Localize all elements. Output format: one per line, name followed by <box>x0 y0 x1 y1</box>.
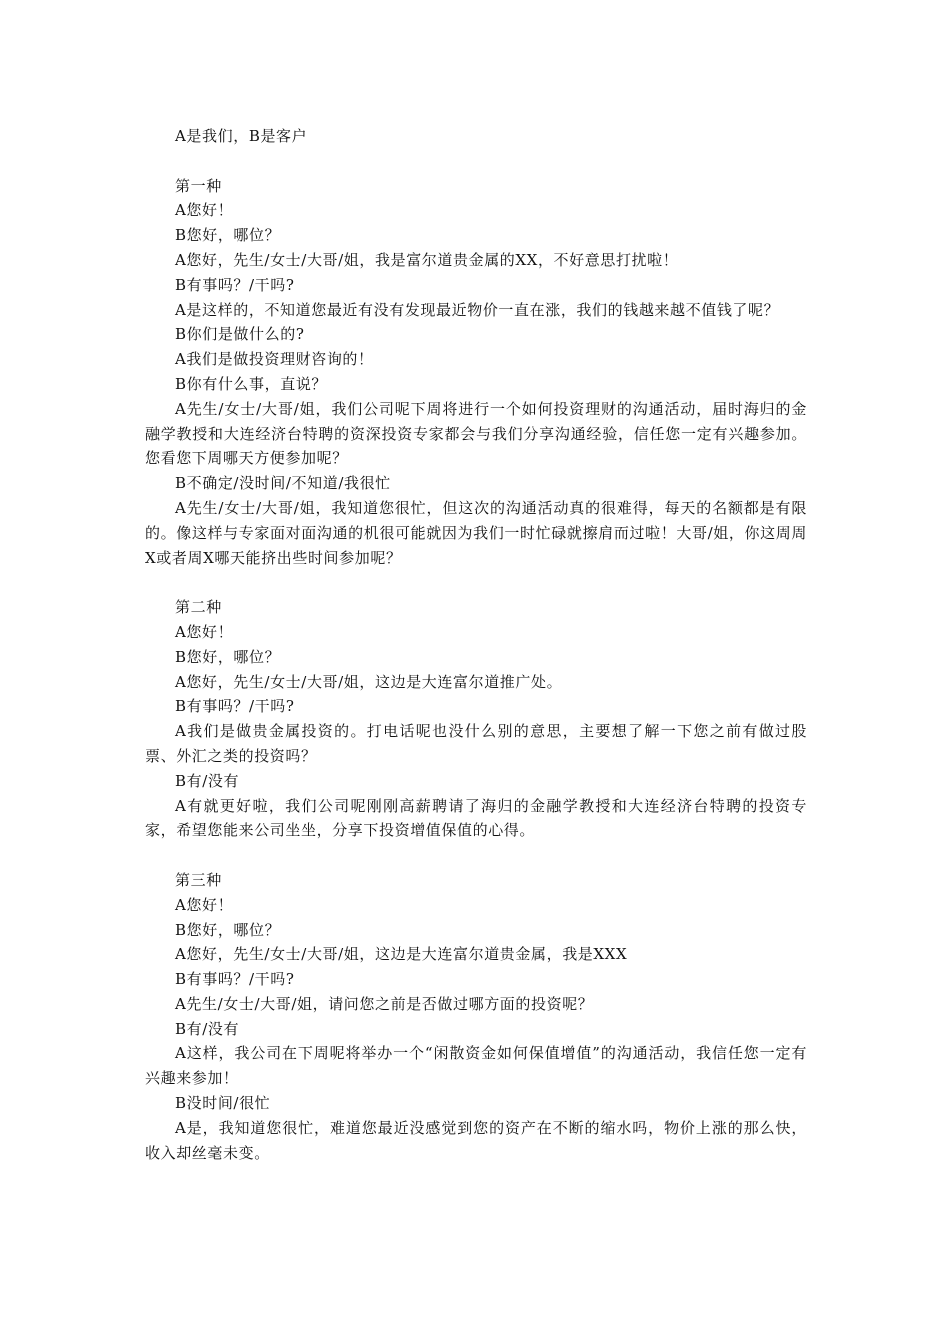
dialogue-line: A有就更好啦，我们公司呢刚刚高薪聘请了海归的金融学教授和大连经济台特聘的投资专家，希望您能来公司坐坐，分享下投资增值保值的心得。 <box>145 796 807 840</box>
section-title: 第三种 <box>175 870 222 889</box>
dialogue-line: B有事吗？/干吗? <box>175 970 295 989</box>
dialogue-line: B没时间/很忙 <box>175 1094 271 1113</box>
dialogue-line: A是，我知道您很忙，难道您最近没感觉到您的资产在不断的缩水吗，物价上涨的那么快，收入却丝毫未变。 <box>145 1118 807 1162</box>
section-2 <box>145 595 807 843</box>
dialogue-line: B你们是做什么的? <box>175 325 305 344</box>
document-page <box>145 124 807 1165</box>
dialogue-line: B您好，哪位？ <box>175 226 281 245</box>
dialogue-line: B你有什么事，直说？ <box>175 374 328 393</box>
dialogue-line: A先生/女士/大哥/姐，请问您之前是否做过哪方面的投资呢？ <box>175 994 594 1013</box>
dialogue-line: A是这样的，不知道您最近有没有发现最近物价一直在涨，我们的钱越来越不值钱了呢？ <box>175 300 780 319</box>
dialogue-line: B您好，哪位？ <box>175 920 281 939</box>
section-3 <box>145 868 807 1166</box>
dialogue-line: A您好，先生/女士/大哥/姐，这边是大连富尔道推广处。 <box>175 672 563 691</box>
dialogue-line: B有事吗？/干吗? <box>175 697 295 716</box>
dialogue-line: A这样，我公司在下周呢将举办一个“闲散资金如何保值增值”的沟通活动，我信任您一定有兴趣来参加！ <box>145 1044 807 1088</box>
intro-line: A是我们，B是客户 <box>175 127 308 145</box>
section-title: 第一种 <box>175 176 222 195</box>
dialogue-line: B您好，哪位？ <box>175 647 281 666</box>
dialogue-line: A您好！ <box>175 622 234 641</box>
dialogue-line: A先生/女士/大哥/姐，我们公司呢下周将进行一个如何投资理财的沟通活动，届时海归的金融学教授和大连经济台特聘的资深投资专家都会与我们分享沟通经验，信任您一定有兴趣参加。您看您下周哪天方便参加呢？ <box>145 399 807 468</box>
paragraph-gap <box>145 570 807 595</box>
section-title: 第二种 <box>175 598 222 617</box>
dialogue-line: B有/没有 <box>175 771 240 790</box>
dialogue-line: B有事吗？/干吗? <box>175 275 295 294</box>
dialogue-line: A您好！ <box>175 895 234 914</box>
paragraph-gap <box>145 149 807 174</box>
dialogue-line: B有/没有 <box>175 1019 240 1038</box>
dialogue-line: A先生/女士/大哥/姐，我知道您很忙，但这次的沟通活动真的很难得，每天的名额都是有限的。像这样与专家面对面沟通的机很可能就因为我们一时忙碌就擦肩而过啦！大哥/姐，你这周周X或者周X哪天能挤出些时间参加呢？ <box>145 498 807 567</box>
dialogue-line: A您好，先生/女士/大哥/姐，我是富尔道贵金属的XX，不好意思打扰啦！ <box>175 250 679 269</box>
dialogue-line: A我们是做贵金属投资的。打电话呢也没什么别的意思，主要想了解一下您之前有做过股票、外汇之类的投资吗？ <box>145 722 807 765</box>
dialogue-line: A我们是做投资理财咨询的！ <box>175 350 374 369</box>
dialogue-line: B不确定/没时间/不知道/我很忙 <box>175 474 391 493</box>
dialogue-line: A您好！ <box>175 201 234 220</box>
dialogue-line: A您好，先生/女士/大哥/姐，这边是大连富尔道贵金属，我是XXX <box>175 945 628 964</box>
paragraph-gap <box>145 843 807 868</box>
section-1 <box>145 174 807 571</box>
